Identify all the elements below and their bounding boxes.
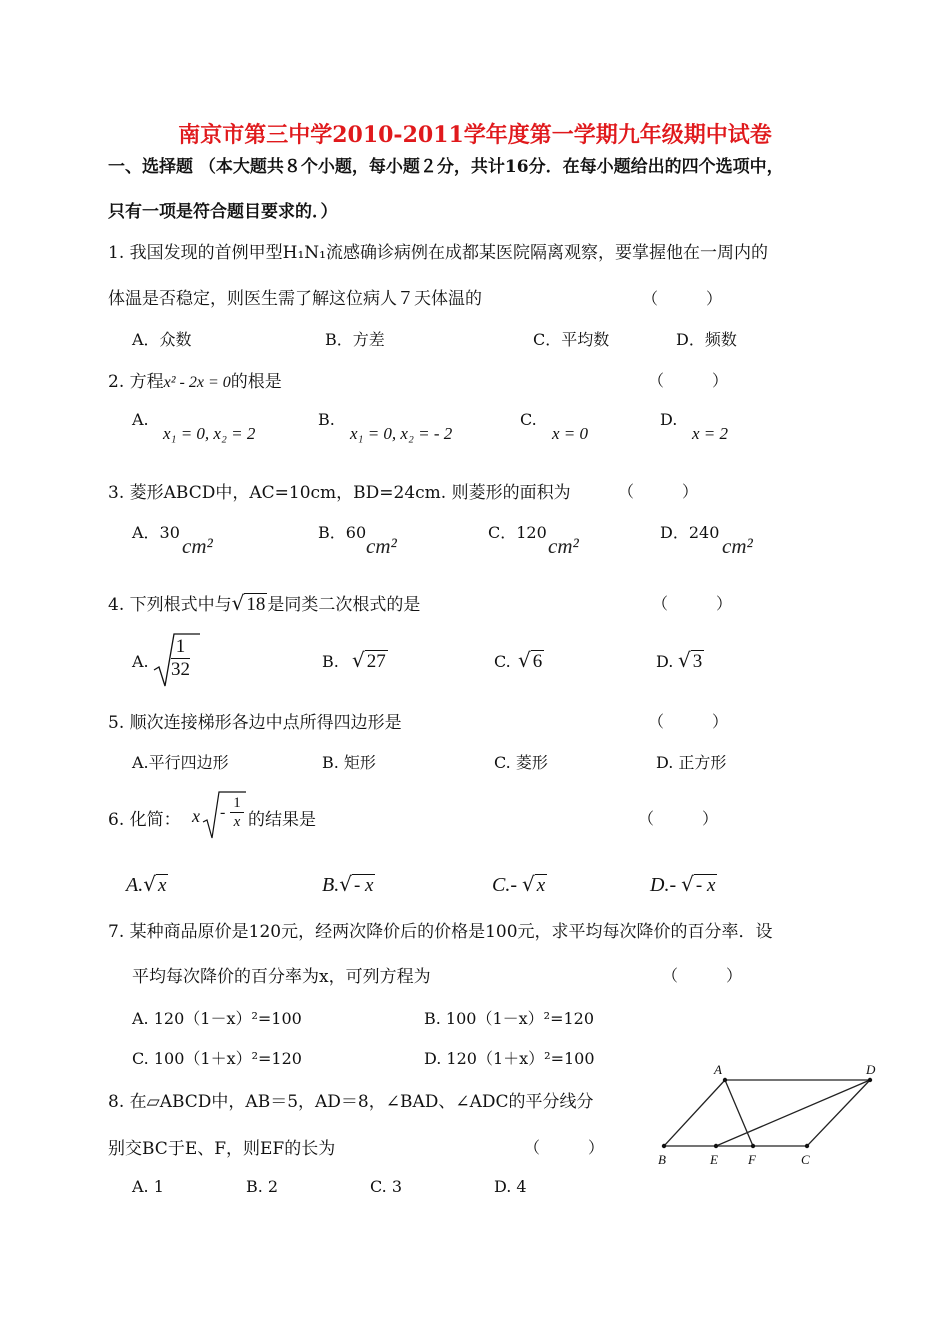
q7-option-d: D. 120（1＋x）²=100 bbox=[424, 1049, 595, 1068]
q2-answer-b: x₁ = 0, x₂ = - 2 bbox=[350, 424, 453, 443]
q2-answer-d: x = 2 bbox=[692, 424, 729, 443]
q2-answer-paren: （ ） bbox=[648, 371, 729, 390]
q6-answer-paren: （ ） bbox=[638, 809, 719, 828]
q1-option-d: D．频数 bbox=[676, 330, 737, 349]
q2-stem-suffix: 的根是 bbox=[230, 372, 282, 392]
q3-label-a: A．30 bbox=[132, 523, 180, 542]
vertex-label-a: A bbox=[714, 1062, 722, 1077]
q3-unit-d: cm² bbox=[722, 534, 753, 558]
q1-answer-paren: （ ） bbox=[642, 289, 723, 308]
q5-option-c: C. 菱形 bbox=[494, 753, 548, 772]
q4-stem-prefix: 4. 下列根式中与 bbox=[108, 595, 232, 615]
edge-dc bbox=[807, 1080, 870, 1146]
q6-radicand-b: - x bbox=[353, 875, 374, 896]
q4-label-a: A. bbox=[132, 652, 149, 671]
q5-option-a: A.平行四边形 bbox=[132, 753, 229, 772]
q4-label-d: D. bbox=[656, 652, 674, 671]
q4-b-radicand: 27 bbox=[366, 651, 386, 672]
q3-unit-c: cm² bbox=[548, 534, 579, 558]
q2-label-d: D. bbox=[660, 410, 678, 429]
q6-label-b: B. bbox=[322, 874, 340, 896]
q6-stem-prefix: 6. 化简： bbox=[108, 810, 181, 830]
q7-option-b: B. 100（1－x）²=120 bbox=[424, 1009, 595, 1028]
q2-stem bbox=[108, 367, 282, 392]
q4-d-radicand: 3 bbox=[692, 651, 703, 672]
radical-sign-icon bbox=[202, 790, 252, 840]
q4-a-denominator: 32 bbox=[171, 659, 190, 680]
q2-answer-a: x₁ = 0, x₂ = 2 bbox=[163, 424, 256, 443]
q2-stem-prefix: 2. 方程 bbox=[108, 372, 164, 392]
q3-unit-a: cm² bbox=[182, 534, 213, 558]
section-heading-line2: 只有一项是符合题目要求的．） bbox=[108, 202, 338, 222]
vertex-label-c: C bbox=[801, 1152, 810, 1167]
q4-answer-paren: （ ） bbox=[652, 594, 733, 613]
q6-radicand-d: - x bbox=[695, 875, 716, 896]
q2-answer-c: x = 0 bbox=[552, 424, 589, 443]
q4-stem-suffix: 是同类二次根式的是 bbox=[267, 595, 421, 615]
q2-equation: x² - 2x = 0 bbox=[163, 374, 231, 391]
q6-label-a: A. bbox=[126, 874, 144, 896]
q4-stem bbox=[108, 590, 420, 616]
q7-stem-line1: 7. 某种商品原价是120元，经两次降价后的价格是100元，求平均每次降价的百分率．设 bbox=[108, 922, 773, 942]
q6-label-d: D. bbox=[650, 874, 670, 896]
q4-option-d-radical: √ 3 bbox=[678, 648, 703, 672]
q2-label-b: B. bbox=[318, 410, 335, 429]
q2-label-a: A. bbox=[132, 410, 149, 429]
q4-a-numerator: 1 bbox=[171, 636, 190, 659]
q6-radicand-a: x bbox=[157, 875, 167, 896]
q8-answer-paren: （ ） bbox=[524, 1138, 605, 1157]
q4-option-b-radical: √ 27 bbox=[352, 648, 386, 672]
q4-label-b: B. bbox=[322, 652, 339, 671]
q6-expression: x - 1 x bbox=[190, 790, 250, 840]
exam-title: 南京市第三中学2010-2011学年度第一学期九年级期中试卷 bbox=[178, 122, 772, 148]
q6-sign-c: - bbox=[510, 874, 523, 896]
q1-option-a: A．众数 bbox=[132, 330, 192, 349]
vertex-label-d: D bbox=[866, 1062, 876, 1077]
q1-stem-line2: 体温是否稳定，则医生需了解这位病人７天体温的 bbox=[108, 289, 482, 309]
vertex-label-b: B bbox=[658, 1152, 666, 1167]
q3-unit-b: cm² bbox=[366, 534, 397, 558]
q3-stem: 3. 菱形ABCD中，AC=10cm，BD=24cm. 则菱形的面积为 bbox=[108, 483, 571, 503]
section-heading-line1: 一、选择题 （本大题共８个小题，每小题２分，共计16分．在每小题给出的四个选项中， bbox=[108, 157, 784, 177]
q6-stem-suffix: 的结果是 bbox=[248, 810, 316, 830]
q5-option-d: D. 正方形 bbox=[656, 753, 727, 772]
q7-option-c: C. 100（1＋x）²=120 bbox=[132, 1049, 302, 1068]
q7-stem-line2: 平均每次降价的百分率为x，可列方程为 bbox=[132, 967, 431, 987]
q4-stem-radical: √ 18 bbox=[231, 591, 266, 615]
q6-option-b: B.√ - x bbox=[322, 872, 374, 896]
q8-option-a: A. 1 bbox=[132, 1177, 164, 1196]
q1-option-c: C．平均数 bbox=[533, 330, 610, 349]
vertex-label-f: F bbox=[748, 1152, 756, 1167]
q8-option-c: C. 3 bbox=[370, 1177, 403, 1196]
q5-stem: 5. 顺次连接梯形各边中点所得四边形是 bbox=[108, 713, 402, 733]
q5-option-b: B. 矩形 bbox=[322, 753, 376, 772]
q3-answer-paren: （ ） bbox=[618, 482, 699, 501]
q8-stem-line2: 别交BC于E、F，则EF的长为 bbox=[108, 1139, 336, 1159]
q1-stem-line1: 1. 我国发现的首例甲型H₁N₁流感确诊病例在成都某医院隔离观察，要掌握他在一周内的 bbox=[108, 243, 768, 263]
q3-label-c: C．120 bbox=[488, 523, 547, 542]
q6-option-a: A.√ x bbox=[126, 872, 167, 896]
q3-label-b: B．60 bbox=[318, 523, 367, 542]
q5-answer-paren: （ ） bbox=[648, 712, 729, 731]
q6-sign-d: - bbox=[669, 874, 682, 896]
q2-label-c: C. bbox=[520, 410, 537, 429]
q3-label-d: D．240 bbox=[660, 523, 720, 542]
q4-label-c: C. bbox=[494, 652, 511, 671]
q6-option-c: C.- √ x bbox=[492, 872, 546, 896]
q4-c-radicand: 6 bbox=[532, 651, 543, 672]
edge-ab bbox=[664, 1080, 725, 1146]
q4-option-c-radical: √ 6 bbox=[518, 648, 543, 672]
q6-label-c: C. bbox=[492, 874, 511, 896]
q6-radicand-c: x bbox=[536, 875, 546, 896]
q7-option-a: A. 120（1－x）²=100 bbox=[132, 1009, 302, 1028]
q6-option-d: D.- √ - x bbox=[650, 872, 716, 896]
q8-parallelogram-figure bbox=[644, 1058, 892, 1170]
q8-stem-line1: 8. 在▱ABCD中，AB＝5，AD＝8，∠BAD、∠ADC的平分线分 bbox=[108, 1092, 594, 1112]
vertex-label-e: E bbox=[710, 1152, 718, 1167]
q7-answer-paren: （ ） bbox=[662, 966, 743, 985]
q8-option-d: D. 4 bbox=[494, 1177, 527, 1196]
q8-option-b: B. 2 bbox=[246, 1177, 279, 1196]
q1-option-b: B．方差 bbox=[325, 330, 385, 349]
q4-stem-radicand: 18 bbox=[246, 594, 266, 615]
